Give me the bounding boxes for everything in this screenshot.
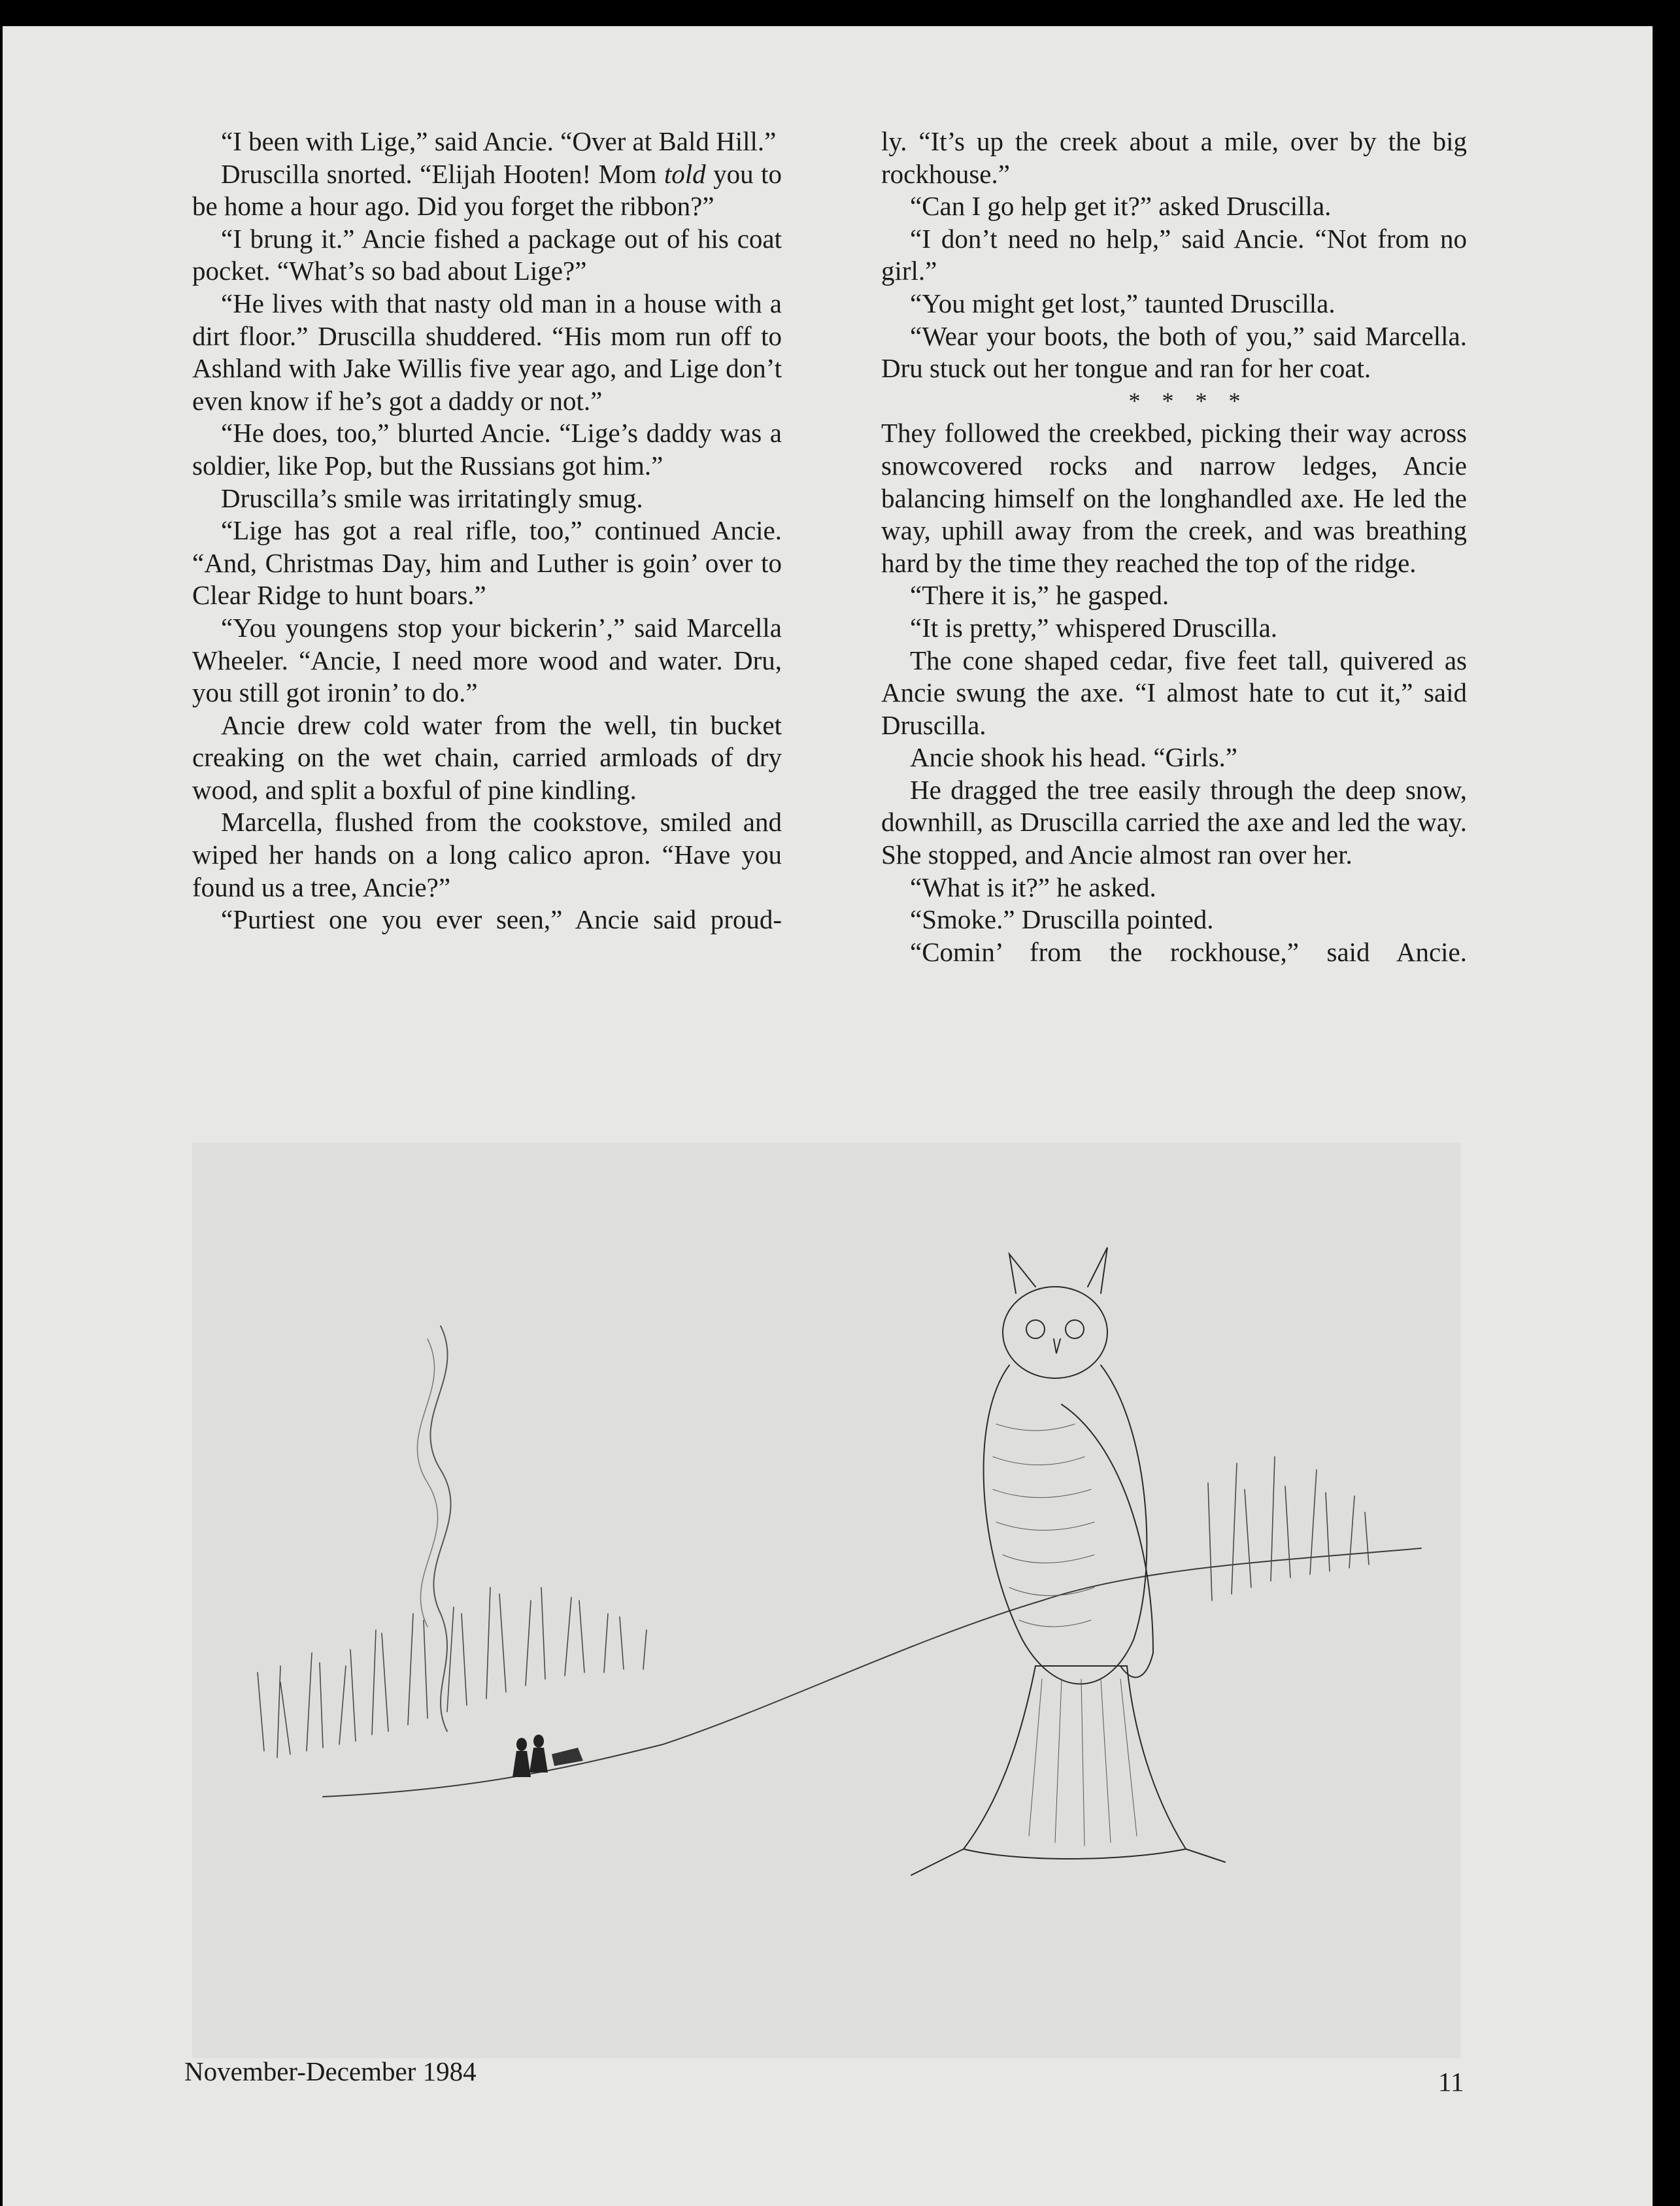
brush-grass-left — [258, 1587, 647, 1757]
owl-wing — [1062, 1404, 1153, 1677]
tree-stump — [964, 1666, 1186, 1859]
paragraph: “What is it?” he asked. — [910, 872, 1156, 902]
paragraph: “There it is,” he gasped. — [910, 580, 1169, 611]
magazine-page — [3, 26, 1653, 2206]
paragraph: “He does, too,” blurted Ancie. “Lige’s daddy was a soldier, like Pop, but the Russians got him.” — [192, 418, 782, 481]
owl-eye-right — [1066, 1320, 1084, 1338]
right-column-bottom — [881, 417, 1467, 968]
left-text-column — [192, 126, 782, 936]
paragraph: Ancie shook his head. “Girls.” — [910, 742, 1237, 773]
right-text-column — [881, 126, 1467, 968]
owl-drawing-svg — [192, 1143, 1460, 2058]
paragraph: “You might get lost,” taunted Druscilla. — [910, 288, 1336, 318]
owl-beak — [1054, 1339, 1060, 1353]
paragraph: “Lige has got a real rifle, too,” continued Ancie. “And, Christmas Day, him and Luther is goin’ over to Clear Ridge to hunt boars.” — [192, 515, 782, 611]
stump-roots — [911, 1849, 1225, 1875]
paragraph: “I brung it.” Ancie fished a package out of his coat pocket. “What’s so bad about Lige?” — [192, 223, 782, 286]
paragraph: Marcella, flushed from the cookstove, smiled and wiped her hands on a long calico apron. “Have you found us a tree, Ancie?” — [192, 807, 782, 902]
page-number: 11 — [1438, 2067, 1464, 2097]
smoke-wisp — [430, 1326, 450, 1731]
owl-figure — [911, 1247, 1225, 1875]
paragraph: Druscilla snorted. “Elijah Hooten! Mom told you to be home a hour ago. Did you forget the ribbon?” — [192, 158, 782, 222]
paragraph: “It is pretty,” whispered Druscilla. — [910, 612, 1278, 643]
owl-eye-left — [1026, 1320, 1045, 1338]
paragraph: They followed the creekbed, picking their way across snowcovered rocks and narrow ledges, Ancie balancing himself on the longhandled axe. He led the way, uphill away from the creek, and was breathing hard by the time they reached the top of the ridge. — [881, 418, 1467, 578]
paragraph: “He lives with that nasty old man in a house with a dirt floor.” Druscilla shuddered. “His mom run off to Ashland with Jake Willis five year ago, and Lige don’t even know if he’s got a daddy or not.” — [192, 288, 782, 416]
owl-snow-illustration — [192, 1143, 1460, 2058]
smoke-wisp-2 — [417, 1339, 437, 1627]
issue-date: November-December 1984 — [184, 2056, 477, 2086]
paragraph: “You youngens stop your bickerin’,” said Marcella Wheeler. “Ancie, I need more wood and water. Dru, you still got ironin’ to do.” — [192, 612, 782, 708]
brush-grass-right — [1208, 1457, 1369, 1601]
paragraph: “I been with Lige,” said Ancie. “Over at Bald Hill.” — [221, 126, 777, 156]
paragraph: Druscilla’s smile was irritatingly smug. — [221, 483, 643, 513]
owl-head — [1003, 1287, 1107, 1378]
paragraph: “Comin’ from the rockhouse,” said Ancie. — [910, 936, 1467, 967]
owl-body — [984, 1365, 1147, 1684]
section-separator: * * * * — [1128, 387, 1249, 414]
right-column-top — [881, 126, 1467, 385]
paragraph: The cone shaped cedar, five feet tall, quivered as Ancie swung the axe. “I almost hate to cut it,” said Druscilla. — [881, 645, 1467, 740]
paragraph: “I don’t need no help,” said Ancie. “Not from no girl.” — [881, 223, 1467, 286]
paragraph: ly. “It’s up the creek about a mile, over by the big rockhouse.” — [881, 126, 1467, 189]
paragraph: “Smoke.” Druscilla pointed. — [910, 904, 1214, 935]
paragraph: Ancie drew cold water from the well, tin bucket creaking on the wet chain, carried armloads of dry wood, and split a boxful of pine kindling. — [192, 709, 782, 805]
paragraph: “Wear your boots, the both of you,” said Marcella. Dru stuck out her tongue and ran for her coat. — [881, 320, 1467, 384]
paragraph: “Purtiest one you ever seen,” Ancie said proud- — [221, 904, 782, 935]
paragraph: “Can I go help get it?” asked Druscilla. — [910, 191, 1332, 222]
paragraph: He dragged the tree easily through the deep snow, downhill, as Druscilla carried the axe and led the way. She stopped, and Ancie almost ran over her. — [881, 774, 1467, 870]
